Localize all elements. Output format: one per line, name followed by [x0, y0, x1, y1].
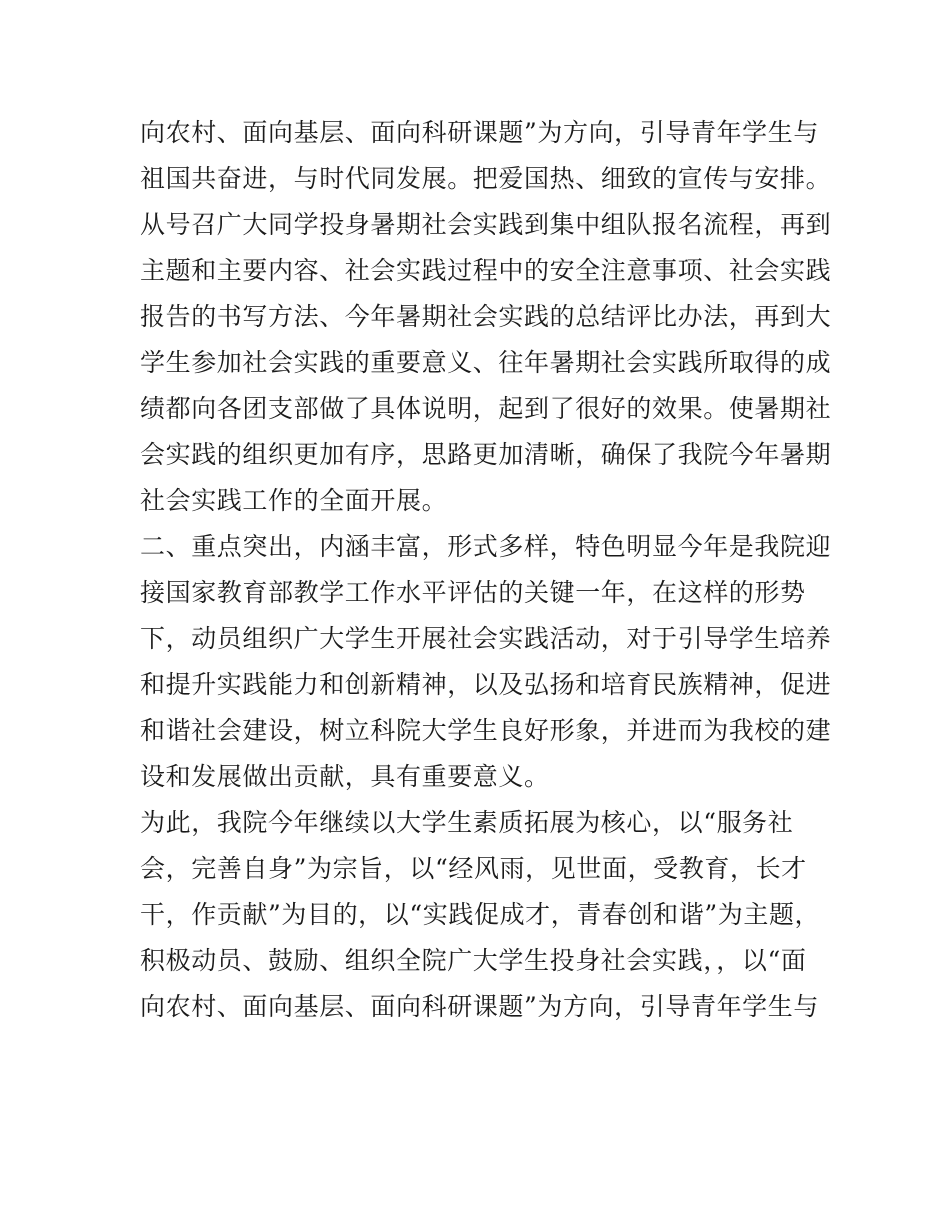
text-line-9: 社会实践工作的全面开展。	[140, 486, 448, 515]
text-line-13: 和提升实践能力和创新精神，以及弘扬和培育民族精神，促进	[140, 670, 832, 699]
text-line-8: 会实践的组织更加有序，思路更加清晰，确保了我院今年暑期	[140, 440, 832, 469]
text-line-14: 和谐社会建设，树立科院大学生良好形象，并进而为我校的建	[140, 716, 832, 745]
text-line-16: 为此，我院今年继续以大学生素质拓展为核心，以“服务社	[140, 808, 794, 837]
text-line-20: 向农村、面向基层、面向科研课题”为方向，引导青年学生与	[140, 992, 819, 1021]
text-line-7: 绩都向各团支部做了具体说明，起到了很好的效果。使暑期社	[140, 394, 832, 423]
text-line-3: 从号召广大同学投身暑期社会实践到集中组队报名流程，再到	[140, 210, 832, 239]
text-line-12: 下，动员组织广大学生开展社会实践活动，对于引导学生培养	[140, 624, 832, 653]
text-line-5: 报告的书写方法、今年暑期社会实践的总结评比办法，再到大	[140, 302, 832, 331]
text-line-2: 祖国共奋进，与时代同发展。把爱国热、细致的宣传与安排。	[140, 164, 832, 193]
document-body	[140, 110, 832, 1030]
text-line-19: 积极动员、鼓励、组织全院广大学生投身社会实践，，以“面	[140, 946, 807, 975]
text-line-17: 会，完善自身”为宗旨，以“经风雨，见世面，受教育，长才	[140, 854, 807, 883]
text-line-4: 主题和主要内容、社会实践过程中的安全注意事项、社会实践	[140, 256, 832, 285]
text-line-11: 接国家教育部教学工作水平评估的关键一年，在这样的形势	[140, 578, 806, 607]
text-line-1: 向农村、面向基层、面向科研课题”为方向，引导青年学生与	[140, 118, 819, 147]
text-line-15: 设和发展做出贡献，具有重要意义。	[140, 762, 550, 791]
section-heading-line: 二、重点突出，内涵丰富，形式多样，特色明显今年是我院迎	[140, 532, 832, 561]
text-line-6: 学生参加社会实践的重要意义、往年暑期社会实践所取得的成	[140, 348, 832, 377]
text-line-18: 干，作贡献”为目的，以“实践促成才，青春创和谐”为主题，	[140, 900, 821, 929]
